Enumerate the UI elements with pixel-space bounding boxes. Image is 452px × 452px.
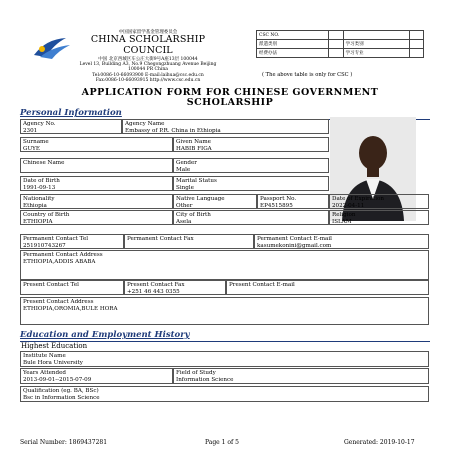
field-label: Date of Expiration: [332, 196, 384, 202]
pres-fax-value: +251 46 443 0355: [127, 288, 180, 295]
nationality-value: Ethiopia: [23, 202, 47, 209]
field-label: Date of Birth: [23, 178, 60, 184]
dob-value: 1991-09-13: [23, 184, 56, 191]
csc-cell: [409, 31, 423, 40]
field-label: Agency Name: [125, 121, 165, 127]
field-label: Given Name: [176, 139, 211, 145]
csc-cell: 派遣类别: [257, 40, 329, 49]
given-name-value: HABIB FIGA: [176, 145, 212, 152]
field-label: Marital Status: [176, 178, 217, 184]
field-label: Field of Study: [176, 370, 216, 376]
gender-cell: [173, 158, 329, 173]
passport-cell: [257, 194, 329, 209]
city-birth-value: Asela: [176, 218, 192, 225]
surname-cell: [20, 137, 173, 152]
contact-line: Tel:0086-10-66093900 E-mail:laihua@csc.edu.cn: [92, 72, 204, 78]
field-label: Institute Name: [23, 353, 66, 359]
header-block: [78, 30, 218, 83]
field-label: Native Language: [176, 196, 225, 202]
country-birth-cell: [20, 210, 173, 225]
marital-cell: [173, 176, 329, 191]
field-label: Agency No.: [23, 121, 56, 127]
csc-cell: [343, 31, 409, 40]
agency-name-cell: [122, 119, 329, 134]
country-birth-value: ETHIOPIA: [23, 218, 53, 225]
address-chinese: 中国 北京西城区车公庄大街9号A座13层 100044: [98, 57, 198, 63]
years-value: 2013-09-01--2015-07-09: [23, 376, 92, 383]
field-label: Present Contact Address: [23, 299, 94, 305]
csc-logo: [32, 35, 72, 61]
personal-info-heading: Personal Information: [20, 108, 122, 118]
passport-value: EP4515895: [260, 202, 293, 209]
csc-office-table: [256, 30, 424, 58]
agency-no-value: 2301: [23, 127, 38, 134]
institute-cell: [20, 351, 429, 367]
pres-fax-cell: [124, 280, 226, 295]
expiration-value: 2022-04-11: [332, 202, 365, 209]
qualification-value: Bsc in Information Science: [23, 394, 100, 401]
csc-cell: 学习专业: [343, 49, 409, 58]
field-label: Permanent Contact Fax: [127, 236, 194, 242]
nationality-cell: [20, 194, 173, 209]
pres-address-value: ETHIOPIA,OROMIA,BULE HORA: [23, 305, 118, 312]
field-label: Qualification (eg. BA, BSc): [23, 388, 99, 394]
pres-tel-cell: [20, 280, 124, 295]
agency-name-value: Embassy of P.R. China in Ethiopia: [125, 127, 221, 134]
field-label: Present Contact Fax: [127, 282, 185, 288]
csc-cell: [329, 40, 343, 49]
gender-value: Male: [176, 166, 191, 173]
field-study-cell: [173, 368, 429, 384]
field-label: Passport No.: [260, 196, 297, 202]
field-label: Nationality: [23, 196, 55, 202]
address-english: Level 13, Building A3, No.9 Chegongzhuang Avenue Beijing 100044 PR China: [79, 62, 217, 73]
field-label: City of Birth: [176, 212, 211, 218]
field-label: Chinese Name: [23, 160, 65, 166]
field-label: Present Contact E-mail: [229, 282, 295, 288]
native-language-value: Other: [176, 202, 193, 209]
csc-cell: [329, 31, 343, 40]
csc-cell: [409, 49, 423, 58]
pres-address-cell: [20, 297, 429, 325]
perm-tel-cell: [20, 234, 124, 249]
field-label: Surname: [23, 139, 49, 145]
years-cell: [20, 368, 173, 384]
perm-address-cell: [20, 250, 429, 280]
pres-email-cell: [226, 280, 429, 295]
field-label: Gender: [176, 160, 197, 166]
expiration-cell: [329, 194, 429, 209]
form-title: APPLICATION FORM FOR CHINESE GOVERNMENT SCHOLARSHIP: [81, 87, 379, 108]
generated-date: Generated: 2019-10-17: [344, 439, 415, 446]
religion-cell: [329, 210, 429, 225]
perm-email-value: kasumekonini@gmail.com: [257, 242, 332, 249]
education-heading: Education and Employment History: [20, 330, 190, 340]
surname-value: GUYE: [23, 145, 40, 152]
field-label: Permanent Contact E-mail: [257, 236, 332, 242]
field-label: Permanent Contact Address: [23, 252, 103, 258]
native-language-cell: [173, 194, 257, 209]
qualification-cell: [20, 386, 429, 402]
serial-number: Serial Number: 1869437281: [20, 439, 108, 446]
agency-no-cell: [20, 119, 122, 134]
field-label: Permanent Contact Tel: [23, 236, 89, 242]
csc-cell: [409, 40, 423, 49]
perm-tel-value: 251910743267: [23, 242, 66, 249]
given-name-cell: [173, 137, 329, 152]
dob-cell: [20, 176, 173, 191]
marital-value: Single: [176, 184, 194, 191]
field-label: Religion: [332, 212, 356, 218]
religion-value: ISLAM: [332, 218, 352, 225]
field-label: Years Attended: [23, 370, 66, 376]
highest-education-label: Highest Education: [21, 342, 88, 350]
csc-cell: CSC NO.: [257, 31, 329, 40]
fax-web-line: Fax:0086-10-66093915 http://www.csc.edu.cn: [95, 77, 201, 83]
field-label: Present Contact Tel: [23, 282, 79, 288]
csc-table-note: ( The above table is only for CSC ): [262, 72, 353, 78]
city-birth-cell: [173, 210, 329, 225]
chinese-name-cell: [20, 158, 173, 173]
csc-cell: 经费办法: [257, 49, 329, 58]
page-number: Page 1 of 5: [205, 439, 239, 446]
field-label: Country of Birth: [23, 212, 70, 218]
perm-fax-cell: [124, 234, 254, 249]
field-study-value: Information Science: [176, 376, 234, 383]
institute-value: Bule Hora University: [23, 359, 83, 366]
csc-cell: [329, 49, 343, 58]
org-english-name: CHINA SCHOLARSHIP COUNCIL: [90, 34, 206, 57]
perm-address-value: ETHIOPIA,ADDIS ABABA: [23, 258, 96, 265]
org-chinese-name: 中国国家留学基金管理委员会: [118, 30, 178, 35]
perm-email-cell: [254, 234, 429, 249]
csc-cell: 学习类别: [343, 40, 409, 49]
